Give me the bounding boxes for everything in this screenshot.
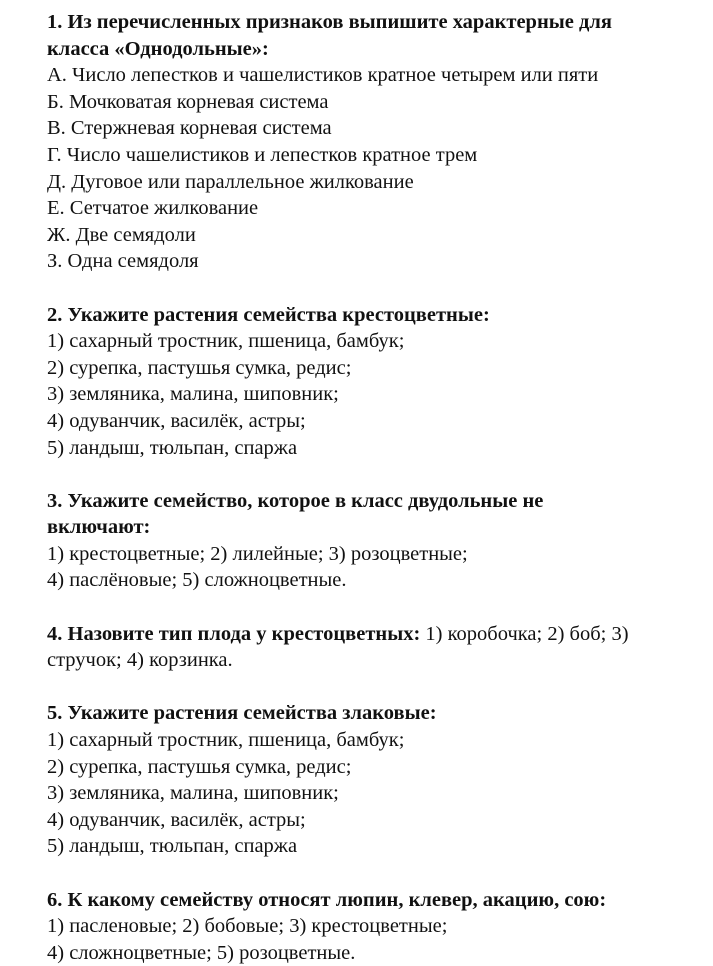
question-4-line-1 [47,621,707,648]
question-3-heading-line-1: 3. Укажите семейство, которое в класс двудольные не [47,489,544,512]
question-4-options-end: стручок; 4) корзинка. [47,649,233,672]
question-2-option-4: 4) одуванчик, василёк, астры; [47,409,306,432]
question-1 [47,9,707,275]
question-5-option-2: 2) сурепка, пастушья сумка, редис; [47,755,352,778]
quiz-document [47,9,707,966]
question-1-option-z: З. Одна семядоля [47,250,199,273]
question-2-option-3: 3) земляника, малина, шиповник; [47,383,339,406]
question-6 [47,887,707,966]
question-5 [47,700,707,860]
question-3-options-line-2: 4) паслёновые; 5) сложноцветные. [47,569,347,592]
question-1-option-b: Б. Мочковатая корневая система [47,90,329,113]
question-1-option-zh: Ж. Две семядоли [47,223,196,246]
question-6-options-line-2: 4) сложноцветные; 5) розоцветные. [47,941,356,964]
question-2-option-5: 5) ландыш, тюльпан, спаржа [47,436,298,459]
question-1-heading-line-2: класса «Однодольные»: [47,37,269,60]
question-2 [47,302,707,462]
question-1-option-g: Г. Число чашелистиков и лепестков кратное трем [47,143,478,166]
question-5-option-1: 1) сахарный тростник, пшеница, бамбук; [47,729,405,752]
question-1-option-a: А. Число лепестков и чашелистиков кратное четырем или пяти [47,64,599,87]
question-1-option-v: В. Стержневая корневая система [47,117,332,140]
question-2-option-2: 2) сурепка, пастушья сумка, редис; [47,356,352,379]
question-4-options-start: 1) коробочка; 2) боб; 3) [420,622,629,645]
question-3 [47,488,707,594]
question-5-option-5: 5) ландыш, тюльпан, спаржа [47,835,298,858]
question-3-heading-line-2: включают: [47,516,151,539]
question-2-option-1: 1) сахарный тростник, пшеница, бамбук; [47,330,405,353]
question-4 [47,621,707,674]
question-1-option-d: Д. Дуговое или параллельное жилкование [47,170,414,193]
question-3-options-line-1: 1) крестоцветные; 2) лилейные; 3) розоцветные; [47,542,468,565]
question-1-option-e: Е. Сетчатое жилкование [47,197,259,220]
question-5-option-3: 3) земляника, малина, шиповник; [47,782,339,805]
question-6-options-line-1: 1) пасленовые; 2) бобовые; 3) крестоцветные; [47,915,448,938]
question-2-heading: 2. Укажите растения семейства крестоцветные: [47,303,490,326]
question-5-heading: 5. Укажите растения семейства злаковые: [47,702,437,725]
question-4-heading: 4. Назовите тип плода у крестоцветных: [47,622,421,645]
question-1-heading-line-1: 1. Из перечисленных признаков выпишите характерные для [47,11,612,33]
question-6-heading: 6. К какому семейству относят люпин, клевер, акацию, сою: [47,888,607,911]
question-5-option-4: 4) одуванчик, василёк, астры; [47,808,306,831]
